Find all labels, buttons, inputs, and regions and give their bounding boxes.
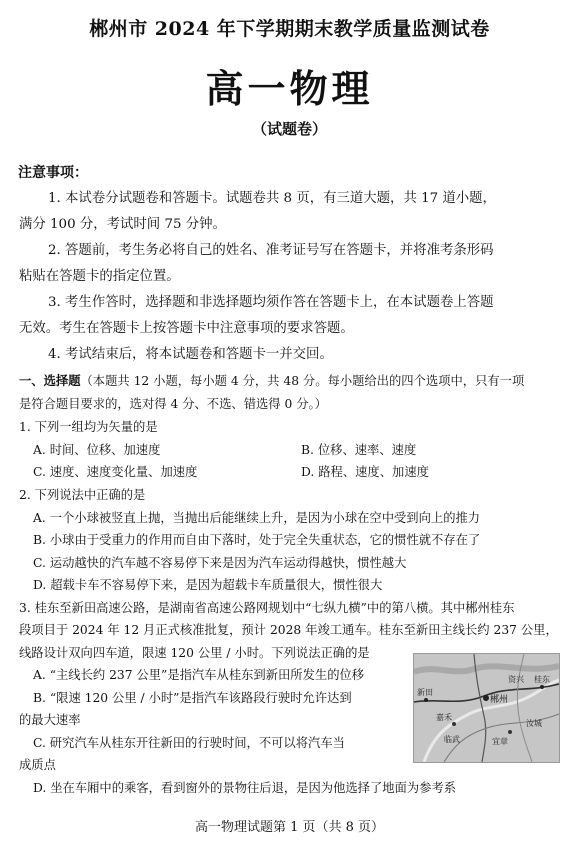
subject-title: 高一物理 (205, 67, 374, 111)
notice-line: 1. 本试卷分试题卷和答题卡。试题卷共 8 页，有三道大题，共 17 道小题， (48, 191, 496, 206)
option-c-cont: 成质点 (19, 758, 56, 772)
option-a: A. 一个小球被竖直上抛，当抛出后能继续上升，是因为小球在空中受到向上的推力 (33, 511, 481, 525)
map-label: 桂东 (534, 675, 550, 684)
section-desc: （本题共 12 小题，每小题 4 分，共 48 分。每小题给出的四个选项中，只有一项 (80, 374, 525, 388)
notice-line: 3. 考生作答时，选择题和非选择题均须作答在答题卡上，在本试题卷上答题 (48, 295, 494, 310)
notice-line: 粘贴在答题卡的指定位置。 (19, 269, 180, 284)
notice-line: 2. 答题前，考生务必将自己的姓名、准考证号写在答题卡，并将准考条形码 (48, 243, 494, 258)
option-d: D. 路程、速度、加速度 (301, 465, 429, 479)
map-label: 临武 (444, 735, 460, 744)
notice-line: 4. 考试结束后，将本试题卷和答题卡一并交回。 (48, 347, 333, 362)
section-header (19, 371, 524, 389)
question-stem: 线路设计双向四车道，限速 120 公里 / 小时。下列说法正确的是 (19, 646, 370, 660)
map-label: 新田 (417, 688, 433, 697)
option-b: B. “限速 120 公里 / 小时”是指汽车该路段行驶时允许达到 (33, 691, 352, 705)
option-d: D. 超载卡车不容易停下来，是因为超载卡车质量很大，惯性很大 (33, 578, 383, 592)
question-stem: 段项目于 2024 年 12 月正式核准批复，预计 2028 年竣工通车。桂东至新田主线长约 237 公里， (19, 623, 558, 637)
map-label: 郴州 (490, 695, 509, 705)
highway-map-image (413, 653, 560, 763)
section-desc-line2: 是符合题目要求的，选对得 4 分、不选、错选得 0 分。） (19, 397, 327, 411)
option-b: B. 小球由于受重力的作用而自由下落时，处于完全失重状态，它的惯性就不存在了 (33, 533, 481, 547)
option-c: C. 研究汽车从桂东开往新田的行驶时间，不可以将汽车当 (33, 736, 345, 750)
option-d: D. 坐在车厢中的乘客，看到窗外的景物往后退，是因为他选择了地面为参考系 (33, 781, 457, 795)
question-stem: 3. 桂东至新田高速公路，是湖南省高速公路网规划中“七纵九横”中的第八横。其中郴州桂东 (19, 601, 515, 615)
question-stem: 1. 下列一组均为矢量的是 (19, 420, 158, 434)
question-stem: 2. 下列说法中正确的是 (19, 488, 146, 502)
notice-heading: 注意事项： (18, 165, 88, 181)
option-c: C. 速度、速度变化量、加速度 (33, 465, 198, 479)
option-b-cont: 的最大速率 (19, 713, 81, 727)
notice-line: 满分 100 分，考试时间 75 分钟。 (19, 217, 226, 232)
map-label: 宜章 (492, 737, 508, 746)
page-footer: 高一物理试题第 1 页（共 8 页） (194, 820, 385, 835)
option-c: C. 运动越快的汽车越不容易停下来是因为汽车运动得越快，惯性越大 (33, 556, 407, 570)
option-a: A. “主线长约 237 公里”是指汽车从桂东到新田所发生的位移 (33, 668, 365, 682)
option-b: B. 位移、速率、速度 (301, 443, 417, 457)
map-label: 汝城 (526, 719, 542, 728)
map-label: 资兴 (508, 675, 524, 684)
section-title: 一、选择题 (19, 373, 81, 388)
option-a: A. 时间、位移、加速度 (33, 443, 161, 457)
notice-line: 无效。考生在答题卡上按答题卡中注意事项的要求答题。 (19, 321, 354, 336)
map-label: 嘉禾 (436, 713, 452, 722)
exam-title: 郴州市 2024 年下学期期末教学质量监测试卷 (89, 18, 490, 40)
paper-type: （试题卷） (251, 120, 327, 138)
